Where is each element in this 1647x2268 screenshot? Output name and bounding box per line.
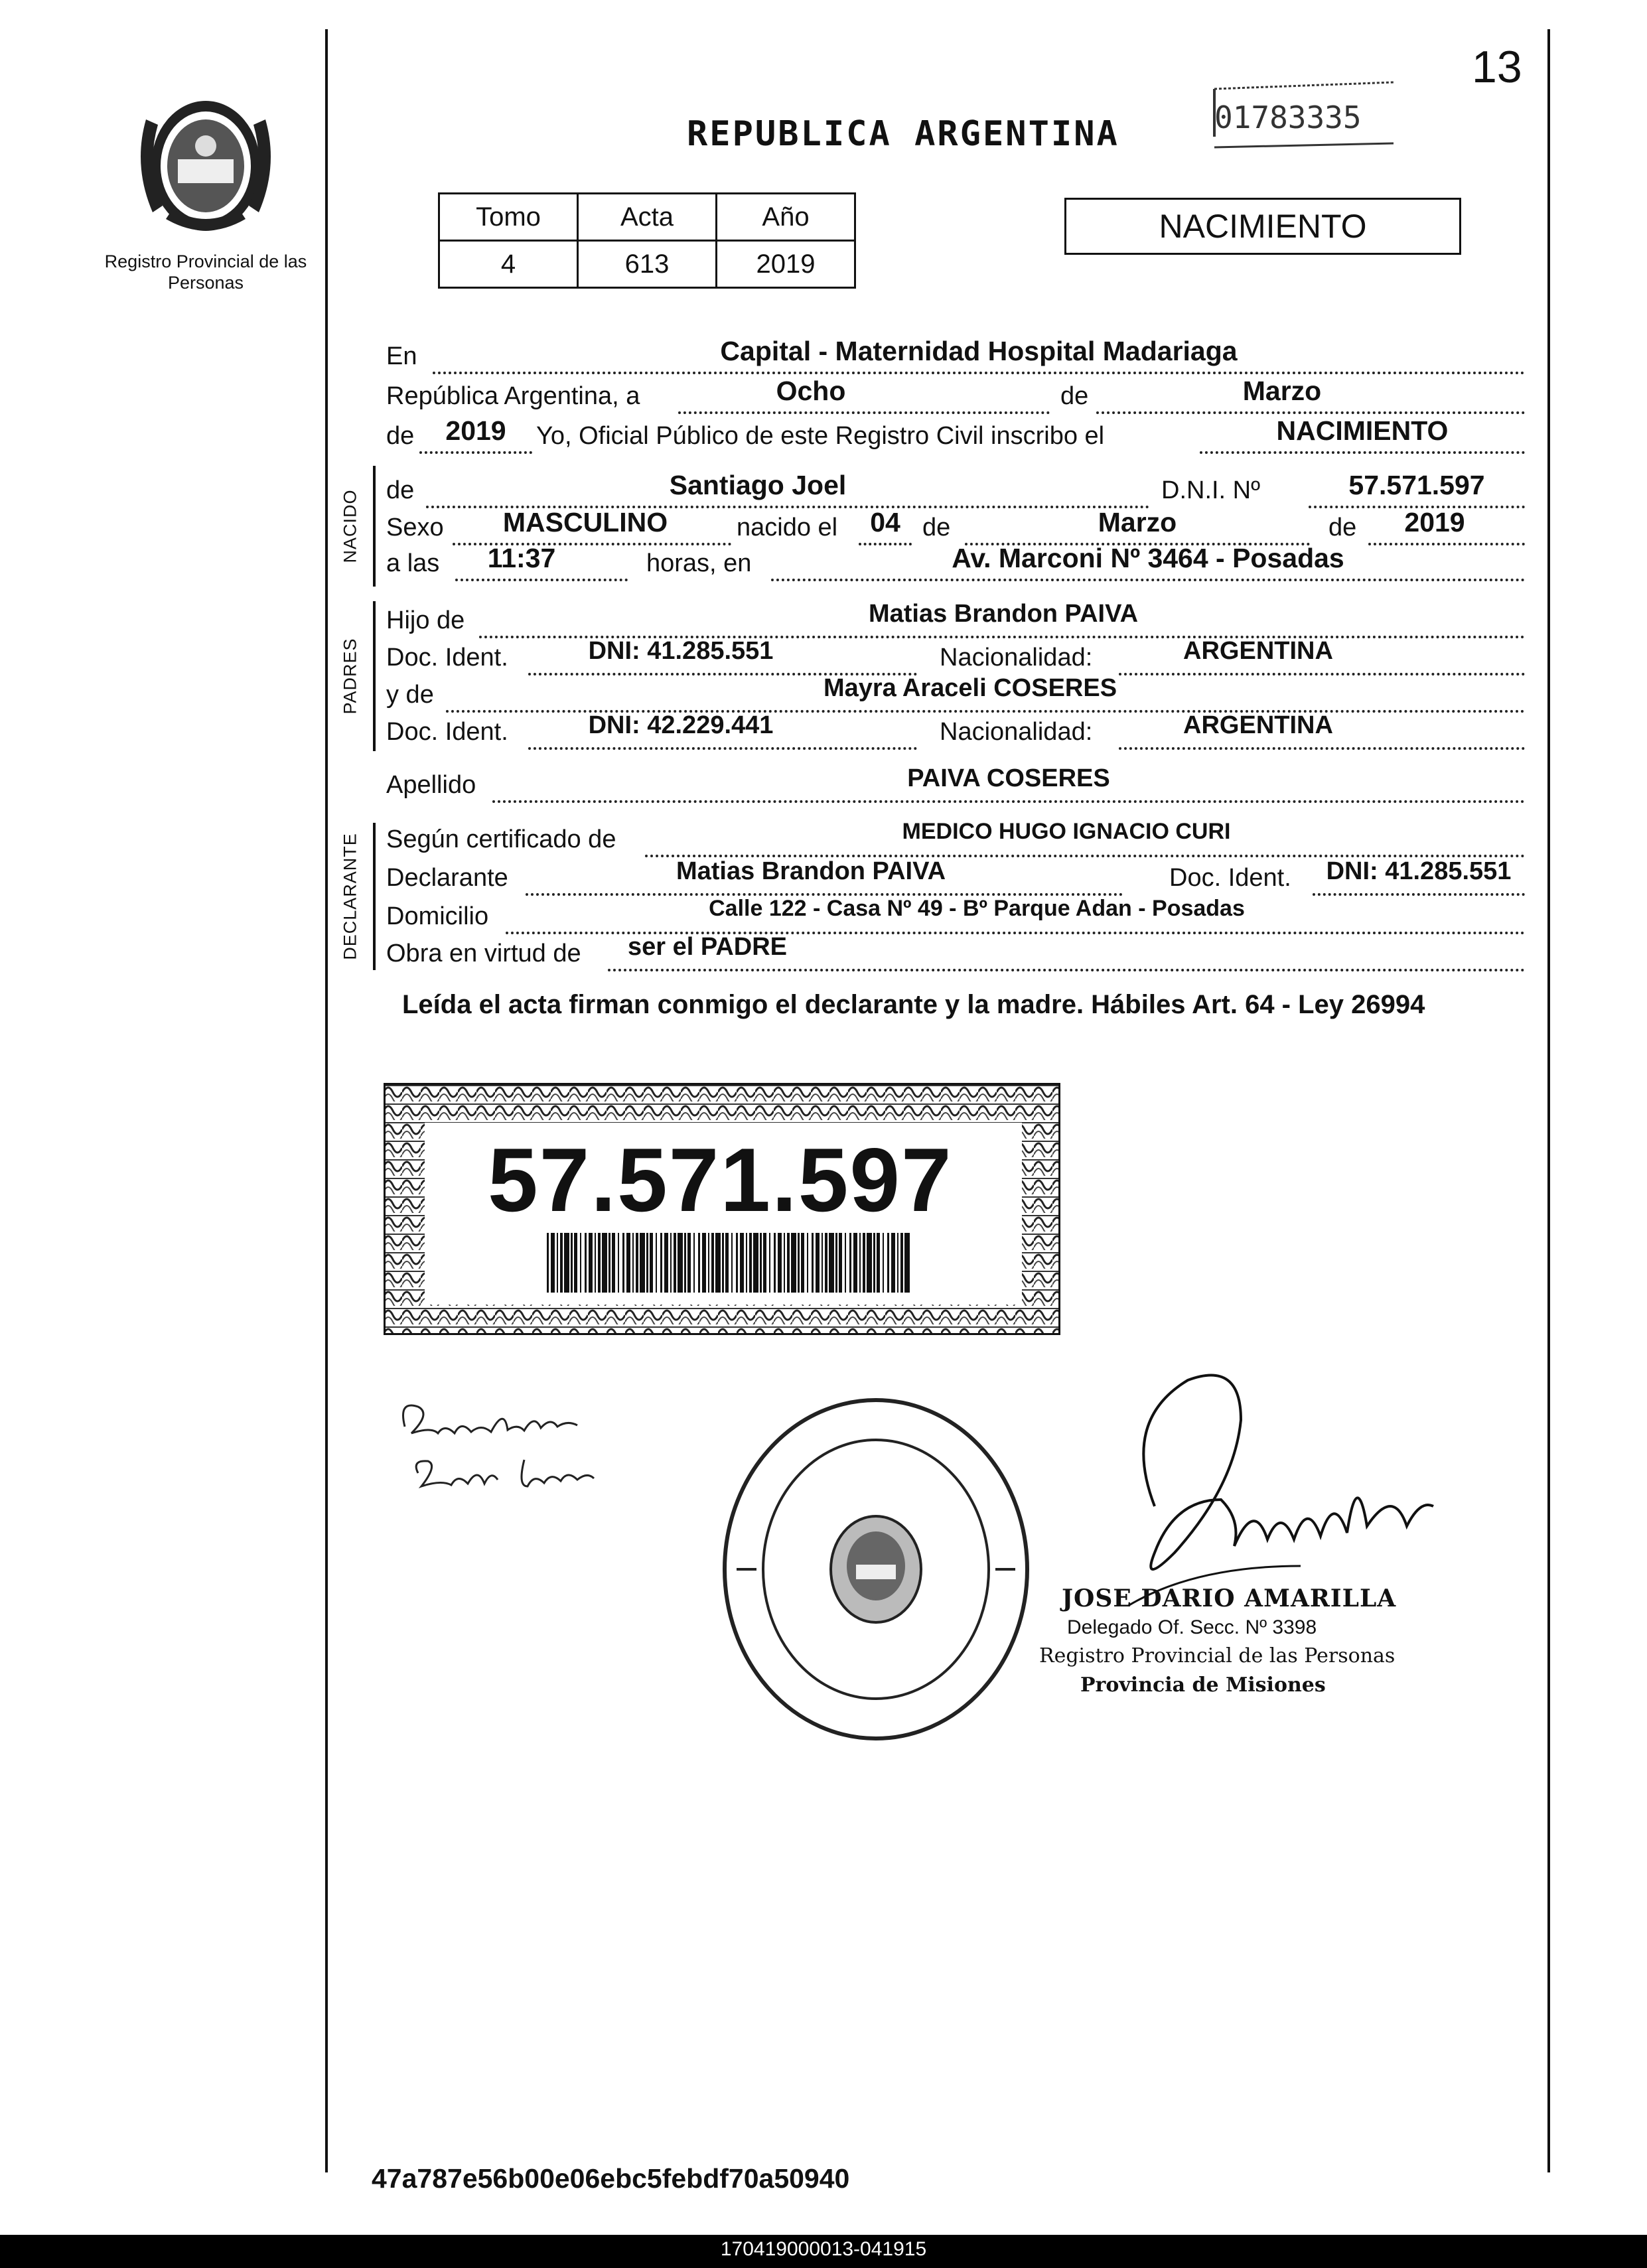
mother-nationality-label: Nacionalidad: — [940, 718, 1093, 746]
mother-doc-label: Doc. Ident. — [386, 718, 508, 746]
register-table — [438, 192, 856, 289]
father-row — [386, 602, 1525, 641]
mother-label: y de — [386, 681, 434, 709]
serial-number: 01783335 — [1214, 100, 1362, 135]
father-doc-label: Doc. Ident. — [386, 644, 508, 672]
born-section-label: NACIDO — [340, 489, 360, 563]
register-value-acta: 613 — [578, 241, 717, 288]
footer-code: 170419000013-041915 — [720, 2238, 927, 2260]
born-place-label: horas, en — [646, 549, 752, 577]
place-row — [386, 338, 1525, 377]
dni-barcode — [544, 1233, 916, 1293]
mother-nationality: ARGENTINA — [1183, 711, 1333, 739]
child-name: Santiago Joel — [669, 470, 847, 500]
registration-text: Yo, Oficial Público de este Registro Civil inscribo el — [536, 422, 1105, 450]
born-name-row — [386, 472, 1525, 511]
registration-month: Marzo — [1242, 376, 1322, 406]
born-section-bracket — [373, 466, 376, 587]
father-name: Matias Brandon PAIVA — [868, 600, 1139, 628]
official-registry: Registro Provincial de las Personas — [1039, 1644, 1396, 1667]
child-sex: MASCULINO — [502, 507, 668, 537]
official-seal — [717, 1393, 1035, 1745]
born-date-label: nacido el — [737, 514, 838, 541]
born-sex-label: Sexo — [386, 514, 444, 541]
registration-prefix: de — [386, 422, 415, 450]
registration-year: 2019 — [445, 415, 506, 446]
parents-section-label: PADRES — [340, 638, 360, 715]
registration-day: Ocho — [776, 376, 846, 406]
father-nationality: ARGENTINA — [1183, 637, 1333, 665]
date-row — [386, 378, 1525, 417]
mother-name: Mayra Araceli COSERES — [823, 674, 1117, 702]
place-value: Capital - Maternidad Hospital Madariaga — [720, 336, 1238, 366]
certificate-label: Según certificado de — [386, 825, 616, 853]
birth-time: 11:37 — [487, 543, 556, 573]
declarant-row — [386, 857, 1525, 898]
left-margin-rule — [325, 29, 328, 2172]
registration-row — [386, 415, 1525, 457]
declarant-section-bracket — [373, 823, 376, 970]
birth-month: Marzo — [1098, 507, 1177, 537]
role-label: Obra en virtud de — [386, 940, 581, 967]
child-dni: 57.571.597 — [1348, 470, 1485, 500]
domicile-row — [386, 898, 1525, 937]
declarant-address: Calle 122 - Casa Nº 49 - Bº Parque Adan - Posadas — [709, 896, 1245, 921]
surname-label: Apellido — [386, 771, 476, 799]
record-type-box: NACIMIENTO — [1064, 198, 1461, 255]
register-value-ano: 2019 — [717, 241, 855, 288]
born-time-label: a las — [386, 549, 440, 577]
official-province: Provincia de Misiones — [1080, 1673, 1326, 1697]
parents-section-bracket — [373, 601, 376, 751]
certificate-value: MEDICO HUGO IGNACIO CURI — [902, 819, 1231, 844]
born-name-label: de — [386, 476, 415, 504]
birth-address: Av. Marconi Nº 3464 - Posadas — [952, 543, 1344, 573]
mother-doc-row — [386, 711, 1525, 752]
document-heading: REPUBLICA ARGENTINA — [687, 114, 1119, 154]
official-position: Delegado Of. Secc. Nº 3398 — [1067, 1616, 1317, 1638]
born-of-label: de — [922, 514, 951, 541]
declarant-role: ser el PADRE — [627, 933, 788, 961]
province-crest-logo — [126, 93, 285, 246]
date-of-label: de — [1060, 382, 1089, 410]
surname-row — [386, 764, 1525, 806]
father-doc-row — [386, 637, 1525, 678]
mother-doc: DNI: 42.229.441 — [588, 711, 774, 739]
register-header-acta: Acta — [578, 194, 717, 241]
register-header-ano: Año — [717, 194, 855, 241]
place-label: En — [386, 342, 417, 370]
declarant-section-label: DECLARANTE — [340, 833, 360, 960]
official-name: JOSE DARIO AMARILLA — [1062, 1585, 1397, 1612]
document-hash: 47a787e56b00e06ebc5febdf70a50940 — [372, 2163, 850, 2194]
closing-note: Leída el acta firman conmigo el declarante y la madre. Hábiles Art. 64 - Ley 26994 — [402, 990, 1425, 1019]
declarant-label: Declarante — [386, 864, 508, 892]
birth-year: 2019 — [1404, 507, 1465, 537]
declarant-name: Matias Brandon PAIVA — [676, 857, 946, 885]
page-number: 13 — [1472, 42, 1522, 92]
parent-signatures — [392, 1387, 617, 1520]
born-of-label-2: de — [1328, 514, 1357, 541]
father-label: Hijo de — [386, 606, 465, 634]
domicile-label: Domicilio — [386, 902, 489, 930]
register-value-tomo: 4 — [439, 241, 578, 288]
surname-value: PAIVA COSERES — [907, 764, 1110, 792]
right-margin-rule — [1547, 29, 1550, 2172]
mother-row — [386, 674, 1525, 715]
born-dni-label: D.N.I. Nº — [1161, 476, 1260, 504]
declarant-doc-label: Doc. Ident. — [1169, 864, 1291, 892]
dni-label-number: 57.571.597 — [488, 1129, 953, 1230]
role-row — [386, 933, 1525, 974]
birth-day: 04 — [870, 507, 900, 537]
date-prefix: República Argentina, a — [386, 382, 640, 410]
register-header-tomo: Tomo — [439, 194, 578, 241]
declarant-doc: DNI: 41.285.551 — [1326, 857, 1512, 885]
certificate-row — [386, 821, 1525, 860]
registration-act: NACIMIENTO — [1276, 415, 1449, 446]
born-time-row — [386, 545, 1525, 584]
father-nationality-label: Nacionalidad: — [940, 644, 1093, 672]
father-doc: DNI: 41.285.551 — [588, 637, 774, 665]
issuer-name: Registro Provincial de las Personas — [104, 251, 307, 293]
